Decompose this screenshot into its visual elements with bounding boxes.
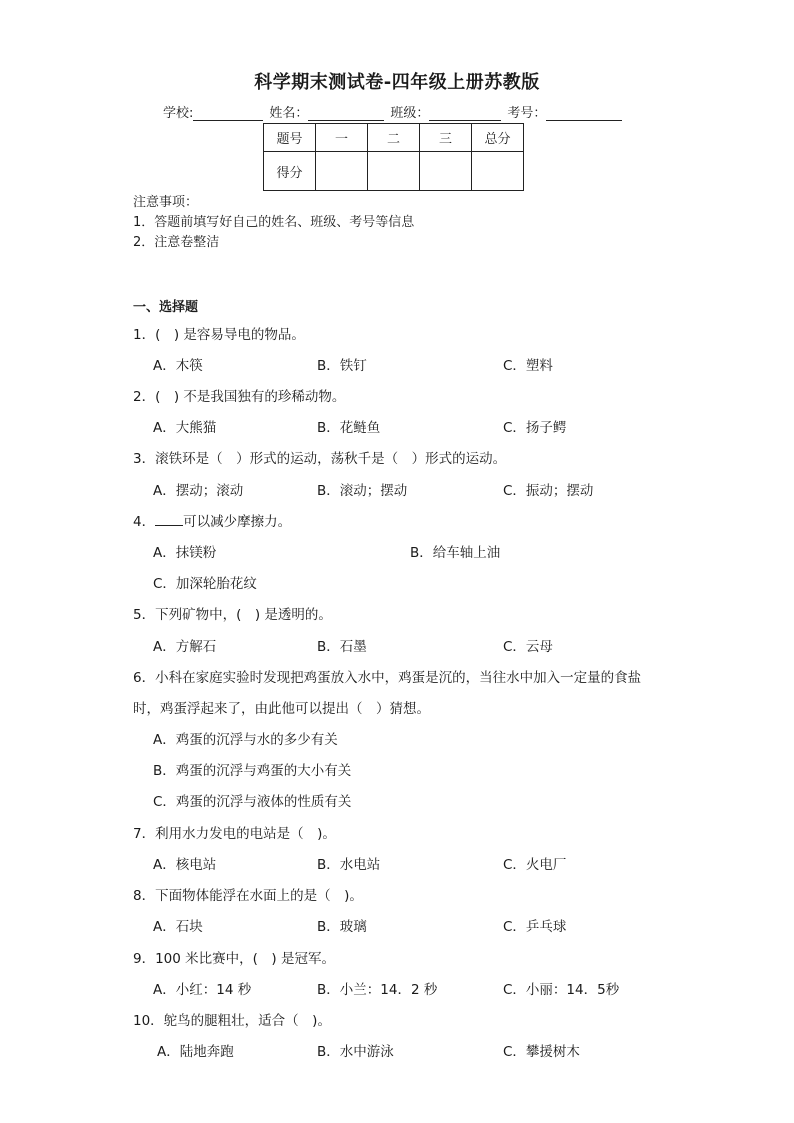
option-a[interactable]: A．石块 (153, 919, 203, 935)
score-table-cell: 得分 (264, 152, 316, 191)
notice-block (133, 193, 414, 253)
option-a[interactable]: A．小红：14 秒 (153, 982, 252, 998)
score-table (263, 123, 524, 191)
school-field[interactable] (193, 106, 263, 121)
option-c[interactable]: C．振动；摆动 (503, 483, 594, 499)
score-input-cell[interactable] (368, 152, 420, 191)
exam-no-label: 考号： (507, 106, 547, 121)
question-number: 4． (133, 514, 156, 530)
option-b[interactable]: B．鸡蛋的沉浮与鸡蛋的大小有关 (153, 763, 352, 779)
option-a[interactable]: A．木筷 (153, 358, 203, 374)
question-stem: 10．鸵鸟的腿粗壮，适合（ )。 (133, 1013, 331, 1029)
option-b[interactable]: B．铁钉 (317, 358, 367, 374)
question-stem: 3．滚铁环是（ ）形式的运动，荡秋千是（ ）形式的运动。 (133, 451, 507, 467)
score-table-score-row (264, 152, 524, 191)
student-info-row (163, 102, 633, 121)
score-table-cell: 一 (316, 124, 368, 152)
option-c[interactable]: C．云母 (503, 639, 553, 655)
exam-no-field[interactable] (546, 106, 622, 121)
option-c[interactable]: C．火电厂 (503, 857, 567, 873)
option-c[interactable]: C．鸡蛋的沉浮与液体的性质有关 (153, 794, 352, 810)
option-b[interactable]: B．水中游泳 (317, 1044, 394, 1060)
class-field[interactable] (429, 106, 501, 121)
score-table-cell: 题号 (264, 124, 316, 152)
option-a[interactable]: A．鸡蛋的沉浮与水的多少有关 (153, 732, 338, 748)
name-field[interactable] (308, 106, 384, 121)
section-title: 一、选择题 (133, 300, 199, 315)
score-input-cell[interactable] (420, 152, 472, 191)
option-c[interactable]: C．扬子鳄 (503, 420, 567, 436)
question-stem: 7．利用水力发电的电站是（ )。 (133, 826, 336, 842)
option-b[interactable]: B．花鲢鱼 (317, 420, 381, 436)
notice-item: 2．注意卷整洁 (133, 235, 220, 250)
notice-heading: 注意事项： (133, 195, 199, 210)
option-a[interactable]: A．摆动；滚动 (153, 483, 244, 499)
question-stem: 9．100 米比赛中，( ) 是冠军。 (133, 951, 335, 967)
option-b[interactable]: B．小兰：14．2 秒 (317, 982, 438, 998)
notice-item: 1．答题前填写好自己的姓名、班级、考号等信息 (133, 215, 415, 230)
question-stem (133, 510, 291, 530)
option-c[interactable]: C．攀援树木 (503, 1044, 580, 1060)
score-input-cell[interactable] (472, 152, 524, 191)
question-text: 可以减少摩擦力。 (183, 514, 292, 530)
page-title: 科学期末测试卷-四年级上册苏教版 (254, 72, 540, 93)
name-label: 姓名： (269, 106, 309, 121)
option-a[interactable]: A．抹镁粉 (153, 545, 217, 561)
score-input-cell[interactable] (316, 152, 368, 191)
option-c[interactable]: C．乒乓球 (503, 919, 567, 935)
answer-blank[interactable] (155, 513, 183, 526)
option-b[interactable]: B．石墨 (317, 639, 367, 655)
option-b[interactable]: B．给车轴上油 (410, 545, 501, 561)
question-stem: 8．下面物体能浮在水面上的是（ )。 (133, 888, 363, 904)
score-table-header-row (264, 124, 524, 152)
question-stem: 6．小科在家庭实验时发现把鸡蛋放入水中，鸡蛋是沉的，当往水中加入一定量的食盐 (133, 670, 642, 686)
option-a[interactable]: A．核电站 (153, 857, 217, 873)
option-c[interactable]: C．塑料 (503, 358, 553, 374)
option-c[interactable]: C．小丽：14．5秒 (503, 982, 620, 998)
option-c[interactable]: C．加深轮胎花纹 (153, 576, 257, 592)
question-stem: 1．( ) 是容易导电的物品。 (133, 327, 305, 343)
question-stem: 5．下列矿物中，( ) 是透明的。 (133, 607, 332, 623)
option-b[interactable]: B．玻璃 (317, 919, 367, 935)
question-stem: 2．( ) 不是我国独有的珍稀动物。 (133, 389, 346, 405)
question-stem-continued: 时，鸡蛋浮起来了，由此他可以提出（ ）猜想。 (133, 701, 430, 717)
school-label: 学校: (163, 106, 194, 121)
class-label: 班级： (390, 106, 430, 121)
option-a[interactable]: A．陆地奔跑 (157, 1044, 234, 1060)
option-b[interactable]: B．水电站 (317, 857, 381, 873)
option-a[interactable]: A．大熊猫 (153, 420, 217, 436)
score-table-cell: 三 (420, 124, 472, 152)
score-table-cell: 总分 (472, 124, 524, 152)
score-table-cell: 二 (368, 124, 420, 152)
option-b[interactable]: B．滚动；摆动 (317, 483, 408, 499)
option-a[interactable]: A．方解石 (153, 639, 217, 655)
